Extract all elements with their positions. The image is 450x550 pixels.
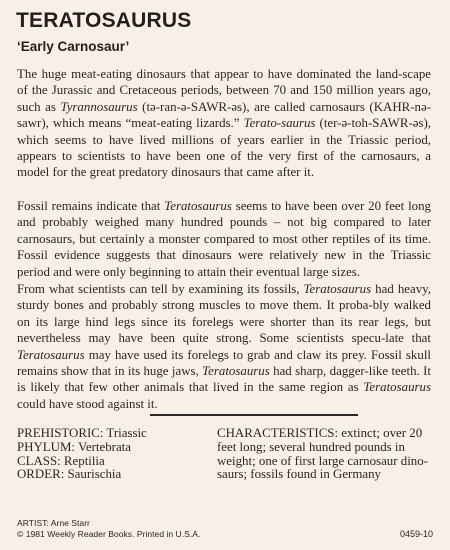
italic-term: Terato-saurus xyxy=(243,116,316,131)
text-run: seems to have been over 20 feet long and probably weighed many hundred pounds – not big compared to later carnosaurs, but certainly a monster compared to most other reptiles of its time. Fossil evidence suggests that dinosaurs were relatively new in the Triassic period and were only beginning to attain their eventual large sizes. xyxy=(17,199,432,279)
italic-term: Tyrannosaurus xyxy=(60,99,138,114)
text-run: Fossil remains indicate that xyxy=(17,199,165,213)
italic-term: Teratosaurus xyxy=(363,380,431,395)
section-divider xyxy=(150,414,358,416)
text-run: could have stood against it. xyxy=(17,396,158,411)
fact-phylum: PHYLUM: Vertebrata xyxy=(17,439,131,454)
copyright-notice: © 1981 Weekly Reader Books. Printed in U.S.A. xyxy=(17,529,201,539)
text-run: (ter-ə-toh-SAWR-əs), which seems to have lived millions of years earlier in the Triassic period, appears to scientists to have been one of the very first of the carnosaurs, a model for the great predatory dinosaurs that came after it. xyxy=(17,116,431,180)
text-run: From what scientists can tell by examining its fossils, xyxy=(17,282,304,296)
card-subtitle: ‘Early Carnosaur’ xyxy=(17,39,130,54)
fact-order: ORDER: Saurischia xyxy=(17,467,122,482)
fact-characteristics: CHARACTERISTICS: extinct; over 20 feet long; several hundred pounds in weight; one of first large carnosaur dino-saurs; fossils found in Germany xyxy=(217,426,428,482)
italic-term: Teratosaurus xyxy=(164,199,232,213)
credits xyxy=(17,518,200,540)
text-run: The huge meat-eating dinosaurs that appear to have dominated the land-scape of the Jurassic and Cretaceous periods, between 70 and 150 million years ago, such as xyxy=(17,67,431,114)
fact-prehistoric: PREHISTORIC: Triassic xyxy=(17,426,147,440)
text-run: had heavy, sturdy bones and probably strong muscles to move them. It proba-bly walked on its large hind legs since its forelegs were shorter than its rear legs, but nevertheless may have been quite strong. Some scientists specu-late that xyxy=(17,282,431,346)
card-title: TERATOSAURUS xyxy=(16,9,192,32)
text-run: (tə-ran-ə-SAWR-əs), are called carnosaurs (KAHR-nə-sawr), which means “meat-eating lizards.” xyxy=(17,99,431,131)
fact-class: CLASS: Reptilia xyxy=(17,453,105,468)
italic-term: Teratosaurus xyxy=(17,347,85,362)
body-paragraph-3 xyxy=(17,281,431,412)
text-run: may have used its forelegs to grab and claw its prey. Fossil skull remains show that in its huge jaws, xyxy=(17,347,431,379)
italic-term: Teratosaurus xyxy=(303,282,372,296)
italic-term: Teratosaurus xyxy=(202,364,270,379)
artist-credit: ARTIST: Arne Starr xyxy=(17,518,90,528)
text-run: had sharp, dagger-like teeth. It is likely that few other animals that lived in the same region as xyxy=(17,364,432,395)
body-paragraph-2 xyxy=(17,198,431,280)
classification-facts xyxy=(17,427,207,482)
body-paragraph-1 xyxy=(17,66,431,181)
card-code: 0459-10 xyxy=(399,529,433,539)
